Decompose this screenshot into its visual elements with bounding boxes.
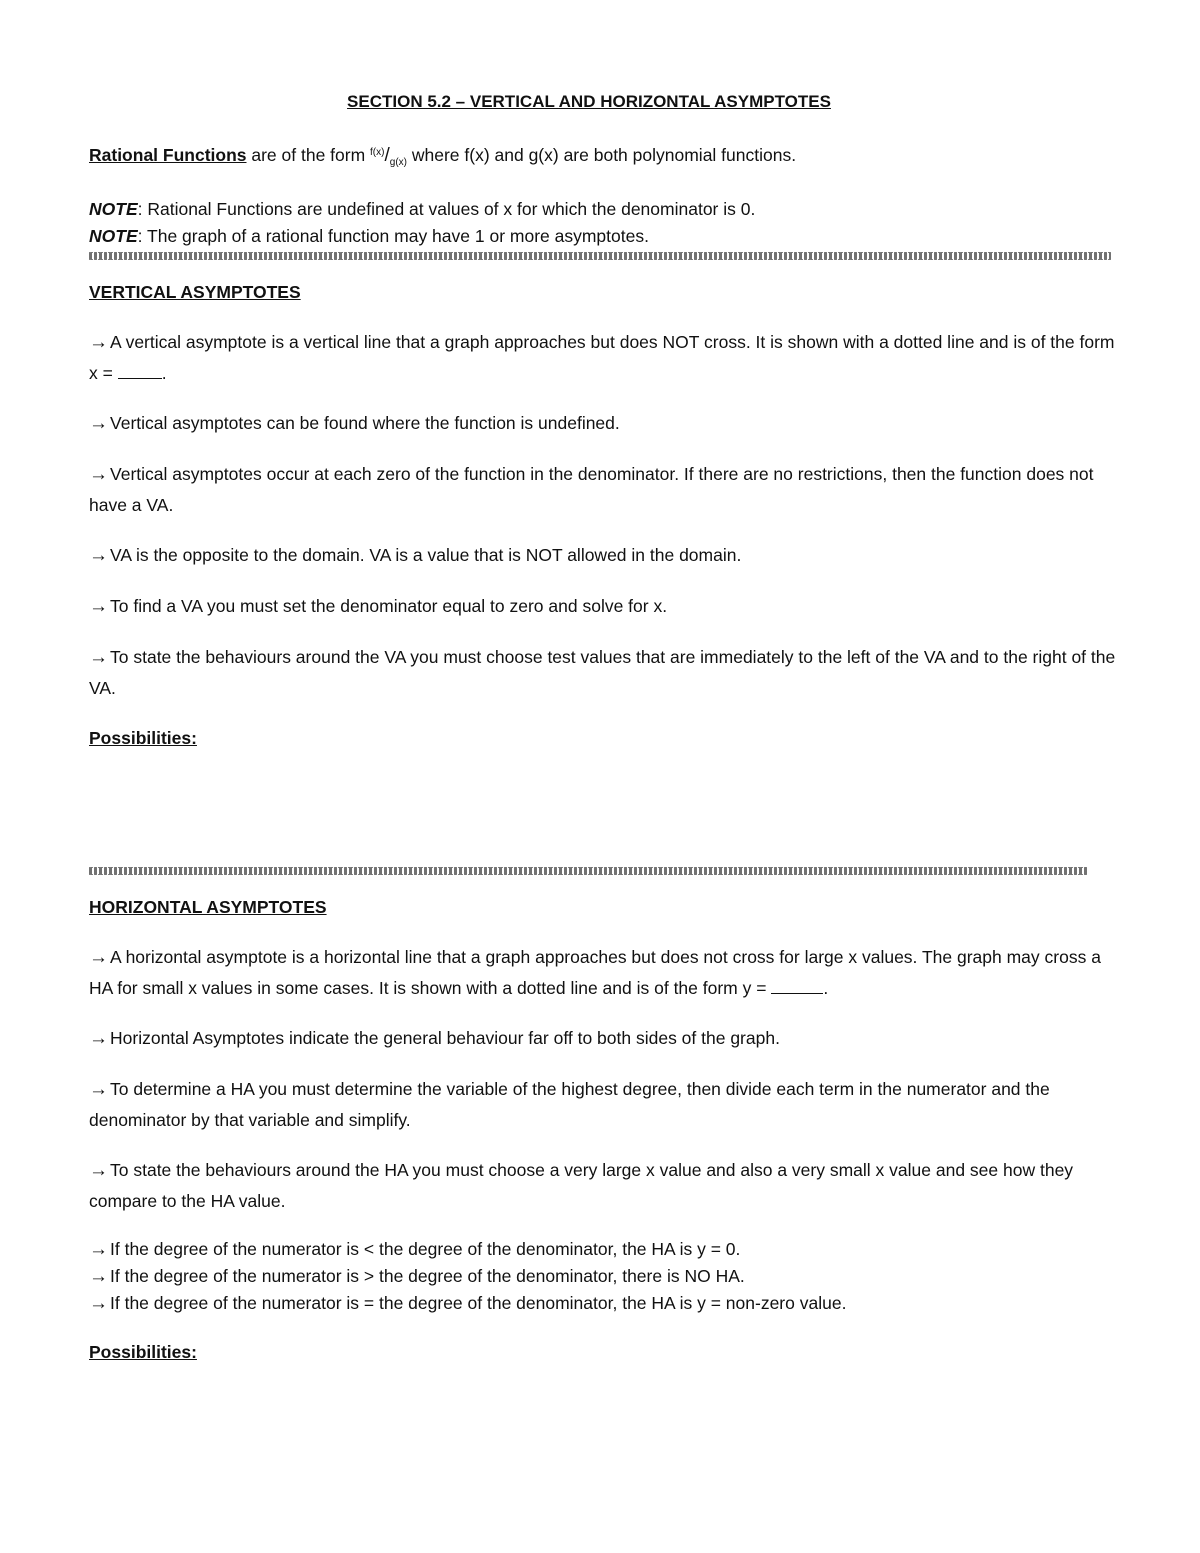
vertical-item-1-text: A vertical asymptote is a vertical line that a graph approaches but does NOT cross. It is shown with a dotted line and is of the form x = — [89, 332, 1115, 383]
fraction-notation — [370, 145, 407, 168]
arrow-icon: → — [89, 947, 108, 968]
horizontal-item-1-text: A horizontal asymptote is a horizontal line that a graph approaches but does not cross for large x values. The graph may cross a HA for small x values in some cases. It is shown with a dotted line and is of the form y = — [89, 947, 1101, 998]
vertical-item-6-text: To state the behaviours around the VA you must choose test values that are immediately to the left of the VA and to the right of the VA. — [89, 647, 1116, 698]
vertical-item-2 — [89, 408, 1119, 439]
intro-text-b: where f(x) and g(x) are both polynomial functions. — [407, 145, 797, 165]
wavy-divider — [89, 252, 1111, 260]
note-label: NOTE — [89, 199, 138, 219]
vertical-item-1 — [89, 327, 1119, 388]
note-1 — [89, 196, 1119, 223]
period: . — [161, 363, 167, 383]
vertical-item-5-text: To find a VA you must set the denominator equal to zero and solve for x. — [110, 596, 668, 616]
vertical-item-5 — [89, 591, 1119, 622]
horizontal-asymptotes-heading: HORIZONTAL ASYMPTOTES — [89, 897, 327, 917]
note-label: NOTE — [89, 226, 138, 246]
horizontal-item-4 — [89, 1155, 1119, 1216]
arrow-icon: → — [89, 647, 108, 668]
document-page — [89, 88, 1119, 1367]
horizontal-rule-3 — [89, 1290, 1119, 1317]
note-text: : Rational Functions are undefined at values of x for which the denominator is 0. — [137, 199, 756, 219]
arrow-icon: → — [89, 1293, 108, 1314]
horizontal-item-3-text: To determine a HA you must determine the variable of the highest degree, then divide each term in the numerator and the denominator by that variable and simplify. — [89, 1079, 1050, 1130]
vertical-item-4-text: VA is the opposite to the domain. VA is a value that is NOT allowed in the domain. — [110, 545, 742, 565]
horizontal-item-4-text: To state the behaviours around the HA you must choose a very large x value and also a very small x value and see how they compare to the HA value. — [89, 1160, 1074, 1211]
horizontal-rule-2-text: If the degree of the numerator is > the degree of the denominator, there is NO HA. — [110, 1266, 745, 1286]
horizontal-rule-3-text: If the degree of the numerator is = the degree of the denominator, the HA is y = non-zero value. — [110, 1293, 847, 1313]
vertical-possibilities-label: Possibilities: — [89, 728, 197, 748]
arrow-icon: → — [89, 413, 108, 434]
arrow-icon: → — [89, 1079, 108, 1100]
arrow-icon: → — [89, 596, 108, 617]
vertical-item-3 — [89, 459, 1119, 520]
horizontal-rule-2 — [89, 1263, 1119, 1290]
horizontal-rule-1-text: If the degree of the numerator is < the degree of the denominator, the HA is y = 0. — [110, 1239, 741, 1259]
vertical-item-4 — [89, 540, 1119, 571]
arrow-icon: → — [89, 545, 108, 566]
vertical-item-3-text: Vertical asymptotes occur at each zero of the function in the denominator. If there are no restrictions, then the function does not have a VA. — [89, 464, 1094, 515]
arrow-icon: → — [89, 1239, 108, 1260]
intro-paragraph — [89, 138, 1119, 178]
fraction-slash: / — [384, 145, 390, 166]
vertical-item-2-text: Vertical asymptotes can be found where the function is undefined. — [110, 413, 620, 433]
answer-blank — [118, 360, 162, 379]
vertical-item-6 — [89, 642, 1119, 703]
page-title: SECTION 5.2 – VERTICAL AND HORIZONTAL ASYMPTOTES — [347, 92, 831, 111]
wavy-divider — [89, 867, 1087, 875]
horizontal-possibilities-label: Possibilities: — [89, 1342, 197, 1362]
horizontal-item-3 — [89, 1074, 1119, 1135]
arrow-icon: → — [89, 1160, 108, 1181]
vertical-asymptotes-heading: VERTICAL ASYMPTOTES — [89, 282, 301, 302]
fraction-numerator: f(x) — [370, 147, 385, 158]
note-text: : The graph of a rational function may have 1 or more asymptotes. — [137, 226, 649, 246]
arrow-icon: → — [89, 1266, 108, 1287]
arrow-icon: → — [89, 332, 108, 353]
note-2 — [89, 223, 1119, 250]
arrow-icon: → — [89, 464, 108, 485]
period: . — [823, 978, 829, 998]
horizontal-item-2-text: Horizontal Asymptotes indicate the general behaviour far off to both sides of the graph. — [110, 1028, 780, 1048]
horizontal-item-1 — [89, 942, 1119, 1003]
fraction-denominator: g(x) — [389, 157, 407, 168]
intro-text-a: are of the form — [246, 145, 371, 165]
arrow-icon: → — [89, 1028, 108, 1049]
rational-functions-term: Rational Functions — [89, 145, 247, 165]
answer-blank — [771, 975, 823, 994]
horizontal-item-2 — [89, 1023, 1119, 1054]
horizontal-rule-1 — [89, 1236, 1119, 1263]
